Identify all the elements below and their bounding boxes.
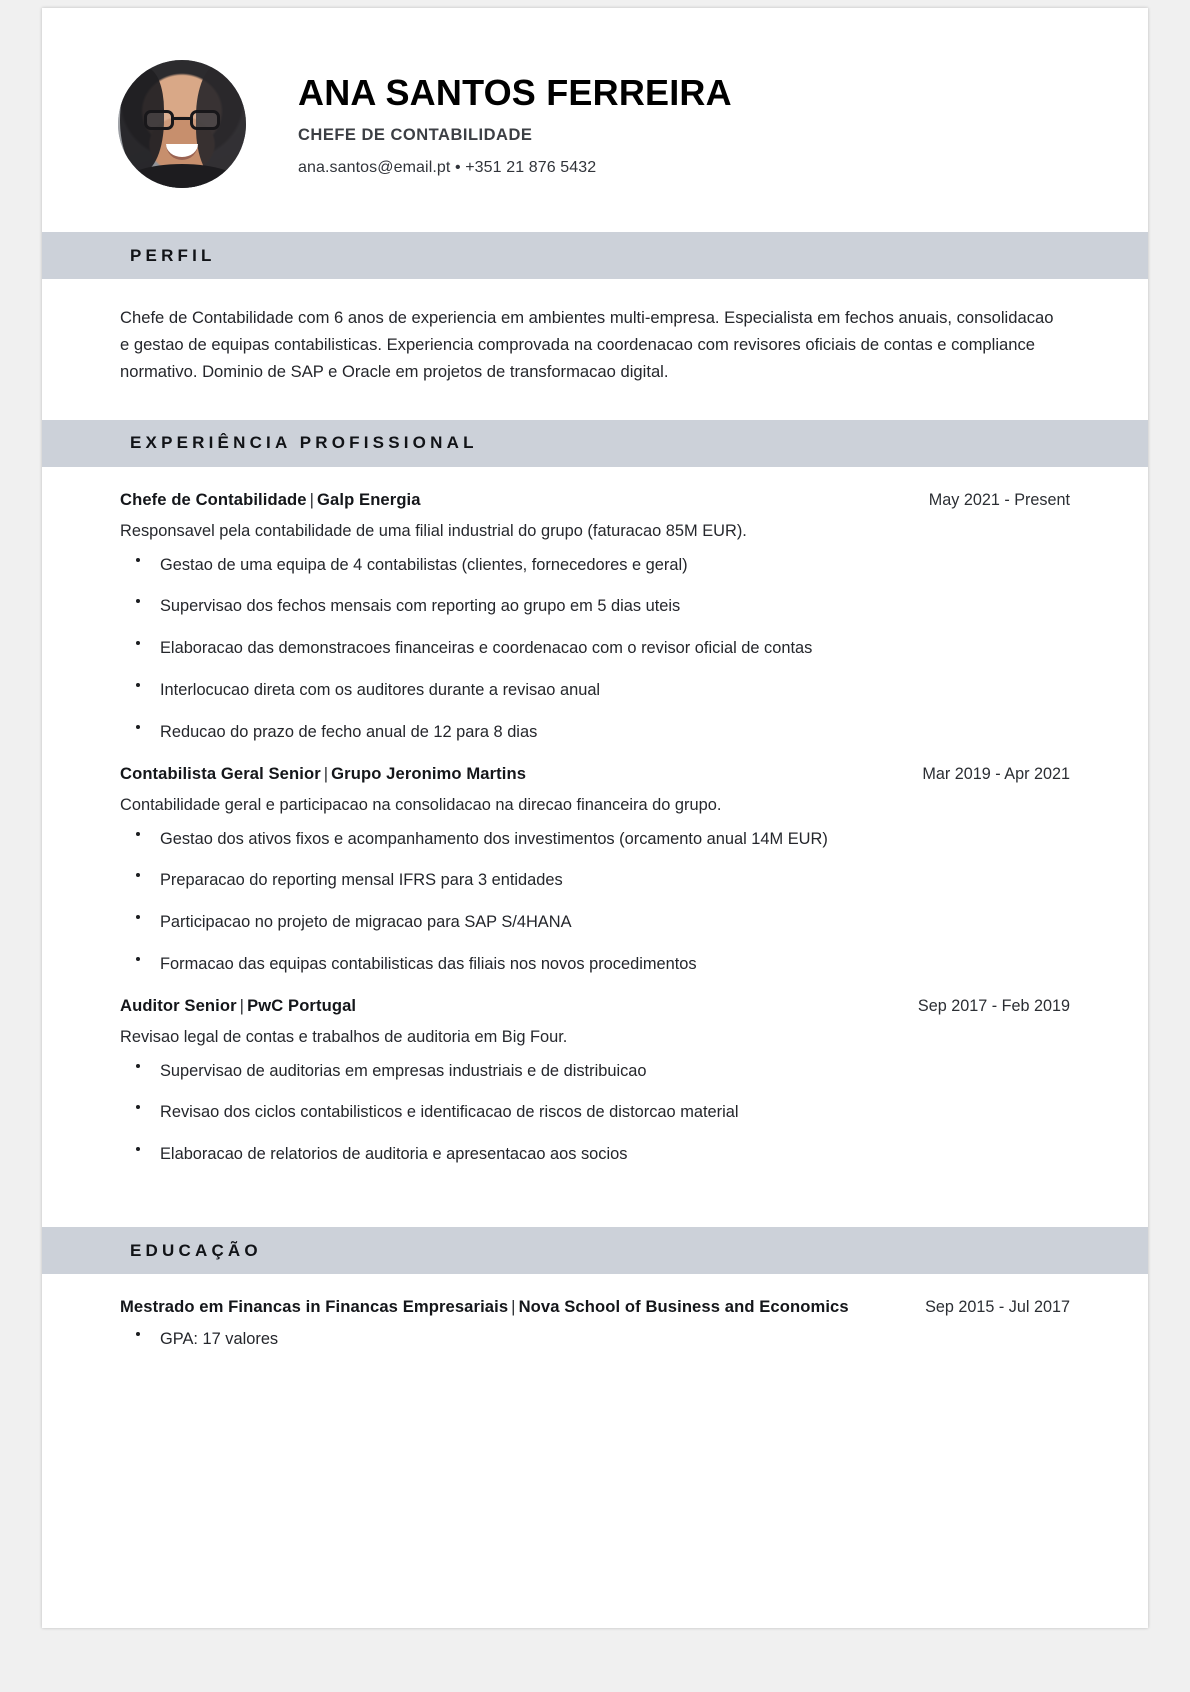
list-item (120, 554, 1070, 578)
bullet-dot-icon (136, 725, 140, 729)
experience-entry (120, 977, 1070, 1167)
bullet-dot-icon (136, 599, 140, 603)
experience-company: Grupo Jeronimo Martins (331, 763, 527, 783)
bullet-dot-icon (136, 915, 140, 919)
section-band-profile (42, 232, 1148, 279)
page-title: ANA SANTOS FERREIRA (298, 71, 732, 113)
experience-entry-title (120, 995, 356, 1017)
list-item (120, 911, 1070, 935)
section-band-education (42, 1227, 1148, 1274)
title-separator: | (511, 1297, 516, 1316)
education-degree: Mestrado em Financas in Financas Empresariais (120, 1297, 509, 1316)
experience-company: PwC Portugal (247, 995, 357, 1015)
experience-entry-description: Contabilidade geral e participacao na consolidacao na direcao financeira do grupo. (120, 795, 722, 814)
bullet-dot-icon (136, 957, 140, 961)
experience-company: Galp Energia (317, 489, 421, 509)
bullet-text: Gestao de uma equipa de 4 contabilistas (clientes, fornecedores e geral) (160, 555, 688, 574)
experience-entry-title (120, 763, 526, 785)
experience-entry-head (120, 763, 1070, 785)
resume-header (42, 8, 1148, 232)
bullet-dot-icon (136, 873, 140, 877)
bullet-text: Revisao dos ciclos contabilisticos e identificacao de riscos de distorcao material (160, 1103, 739, 1122)
section-title-experience: EXPERIÊNCIA PROFISSIONAL (130, 433, 478, 453)
title-separator: | (239, 995, 245, 1015)
title-separator: | (323, 763, 329, 783)
bullet-text: Elaboracao de relatorios de auditoria e apresentacao aos socios (160, 1145, 628, 1164)
bullet-text: Interlocucao direta com os auditores durante a revisao anual (160, 680, 601, 699)
bullet-dot-icon (136, 1105, 140, 1109)
list-item (120, 869, 1070, 893)
experience-entry (120, 467, 1070, 745)
section-title-education: EDUCAÇÃO (130, 1240, 262, 1260)
bullet-dot-icon (136, 832, 140, 836)
experience-entry-description: Responsavel pela contabilidade de uma filial industrial do grupo (faturacao 85M EUR). (120, 522, 747, 541)
bullet-text: Formacao das equipas contabilisticas das filiais nos novos procedimentos (160, 954, 697, 973)
experience-entry-date: Mar 2019 - Apr 2021 (922, 764, 1070, 783)
education-school: Nova School of Business and Economics (518, 1297, 849, 1316)
experience-bullet-list (120, 828, 1070, 977)
education-bullet-list (120, 1328, 1070, 1352)
list-item (120, 721, 1070, 745)
bullet-text: Participacao no projeto de migracao para SAP S/4HANA (160, 913, 572, 932)
list-item (120, 637, 1070, 661)
bullet-dot-icon (136, 1064, 140, 1068)
bullet-dot-icon (136, 1147, 140, 1151)
education-entry (120, 1274, 1070, 1352)
bullet-dot-icon (136, 641, 140, 645)
bullet-text: Elaboracao das demonstracoes financeiras e coordenacao com o revisor oficial de contas (160, 639, 813, 658)
experience-entry-date: May 2021 - Present (928, 490, 1070, 509)
bullet-text: Preparacao do reporting mensal IFRS para 3 entidades (160, 871, 563, 890)
section-body-education (42, 1274, 1148, 1392)
resume-page (42, 8, 1148, 1628)
list-item (120, 828, 1070, 852)
experience-entry-head (120, 995, 1070, 1017)
bullet-text: Reducao do prazo de fecho anual de 12 para 8 dias (160, 722, 538, 741)
bullet-text: Supervisao dos fechos mensais com reporting ao grupo em 5 dias uteis (160, 597, 681, 616)
section-band-experience (42, 420, 1148, 467)
list-item (120, 1328, 1070, 1352)
list-item (120, 595, 1070, 619)
avatar (118, 60, 246, 188)
list-item (120, 1143, 1070, 1167)
list-item (120, 1101, 1070, 1125)
experience-entry-head (120, 489, 1070, 511)
list-item (120, 679, 1070, 703)
header-job-title: CHEFE DE CONTABILIDADE (298, 126, 533, 145)
education-entry-head (120, 1296, 1070, 1318)
education-entry-title (120, 1296, 849, 1318)
glasses-icon (144, 110, 220, 130)
bullet-text: GPA: 17 valores (160, 1330, 279, 1349)
experience-entry (120, 745, 1070, 977)
header-text-block (246, 71, 732, 178)
title-separator: | (309, 489, 315, 509)
experience-bullet-list (120, 1060, 1070, 1167)
experience-entry-title (120, 489, 421, 511)
experience-entry-date: Sep 2017 - Feb 2019 (917, 996, 1070, 1015)
experience-role: Chefe de Contabilidade (120, 489, 307, 509)
experience-role: Auditor Senior (120, 995, 237, 1015)
profile-summary-text: Chefe de Contabilidade com 6 anos de experiencia em ambientes multi-empresa. Especialista em fechos anuais, consolidacao e gestao de equipas contabilisticas. Experiencia comprovada na coordenacao com revisores oficiais de contas e compliance normativo. Dominio de SAP e Oracle em projetos de transformacao digital. (120, 308, 1054, 381)
header-contact-line: ana.santos@email.pt • +351 21 876 5432 (298, 159, 597, 177)
section-body-experience (42, 467, 1148, 1227)
bullet-dot-icon (136, 1332, 140, 1336)
bullet-dot-icon (136, 683, 140, 687)
section-title-profile: PERFIL (130, 245, 216, 265)
bullet-text: Supervisao de auditorias em empresas industriais e de distribuicao (160, 1061, 647, 1080)
bullet-text: Gestao dos ativos fixos e acompanhamento dos investimentos (orcamento anual 14M EUR) (160, 829, 828, 848)
experience-entry-description: Revisao legal de contas e trabalhos de auditoria em Big Four. (120, 1028, 568, 1047)
section-body-profile (42, 279, 1148, 420)
list-item (120, 953, 1070, 977)
education-entry-date: Sep 2015 - Jul 2017 (925, 1298, 1070, 1316)
bullet-dot-icon (136, 558, 140, 562)
experience-role: Contabilista Geral Senior (120, 763, 321, 783)
experience-bullet-list (120, 554, 1070, 745)
list-item (120, 1060, 1070, 1084)
